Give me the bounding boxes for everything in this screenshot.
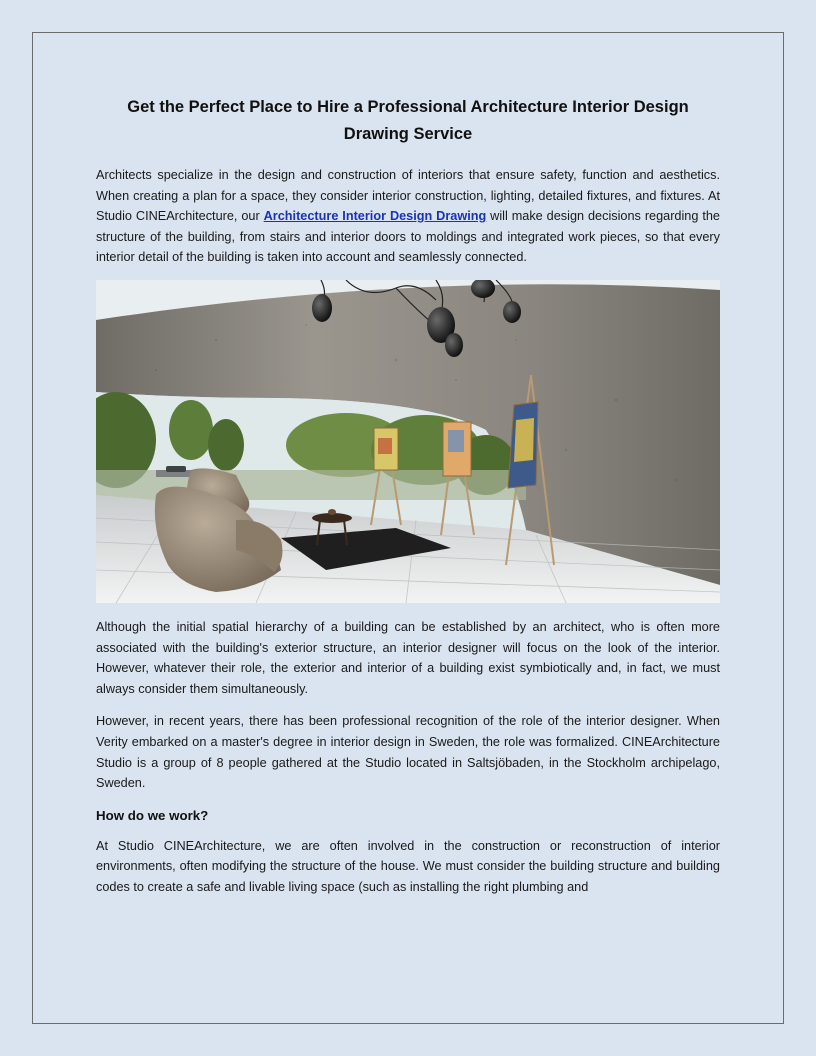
- page-title: Get the Perfect Place to Hire a Professional Architecture Interior Design Drawing Service: [127, 98, 689, 143]
- document-body: [96, 94, 720, 910]
- interior-design-drawing-link[interactable]: Architecture Interior Design Drawing: [263, 209, 487, 224]
- paragraph-how-we-work: At Studio CINEArchitecture, we are often involved in the construction or reconstruction of interior environments, often modifying the structure of the house. We must consider the building structure and building codes to create a safe and livable living space (such as installing the right plumbing and: [96, 838, 720, 894]
- paragraph-architect-role: Although the initial spatial hierarchy of a building can be established by an architect, who is often more associated with the building's exterior structure, an interior designer will focus on the look of the interior. However, whatever their role, the exterior and interior of a building exist symbiotically and, in fact, we must always consider them simultaneously.: [96, 619, 720, 696]
- intro-paragraph: [96, 165, 720, 268]
- paragraph-recognition: However, in recent years, there has been professional recognition of the role of the interior designer. When Verity embarked on a master's degree in interior design in Sweden, the role was formalized. CINEArchitecture Studio is a group of 8 people gathered at the Studio located in Saltsjöbaden, in the Stockholm archipelago, Sweden.: [96, 714, 720, 791]
- interior-render-image: [96, 280, 720, 603]
- section-heading-how-we-work: How do we work?: [96, 807, 209, 823]
- intro-text-end: will make design decisions regarding the structure of the building, from stairs and interior doors to moldings and integrated work pieces, so that every interior detail of the building is taken into account and seamlessly connected.: [96, 209, 720, 265]
- intro-text-start: Architects specialize in the design and construction of interiors that ensure safety, function and aesthetics. When creating a plan for a space, they consider interior construction, lighting, detailed fixtures, and fixtures. At Studio CINEArchitecture, our: [96, 168, 720, 224]
